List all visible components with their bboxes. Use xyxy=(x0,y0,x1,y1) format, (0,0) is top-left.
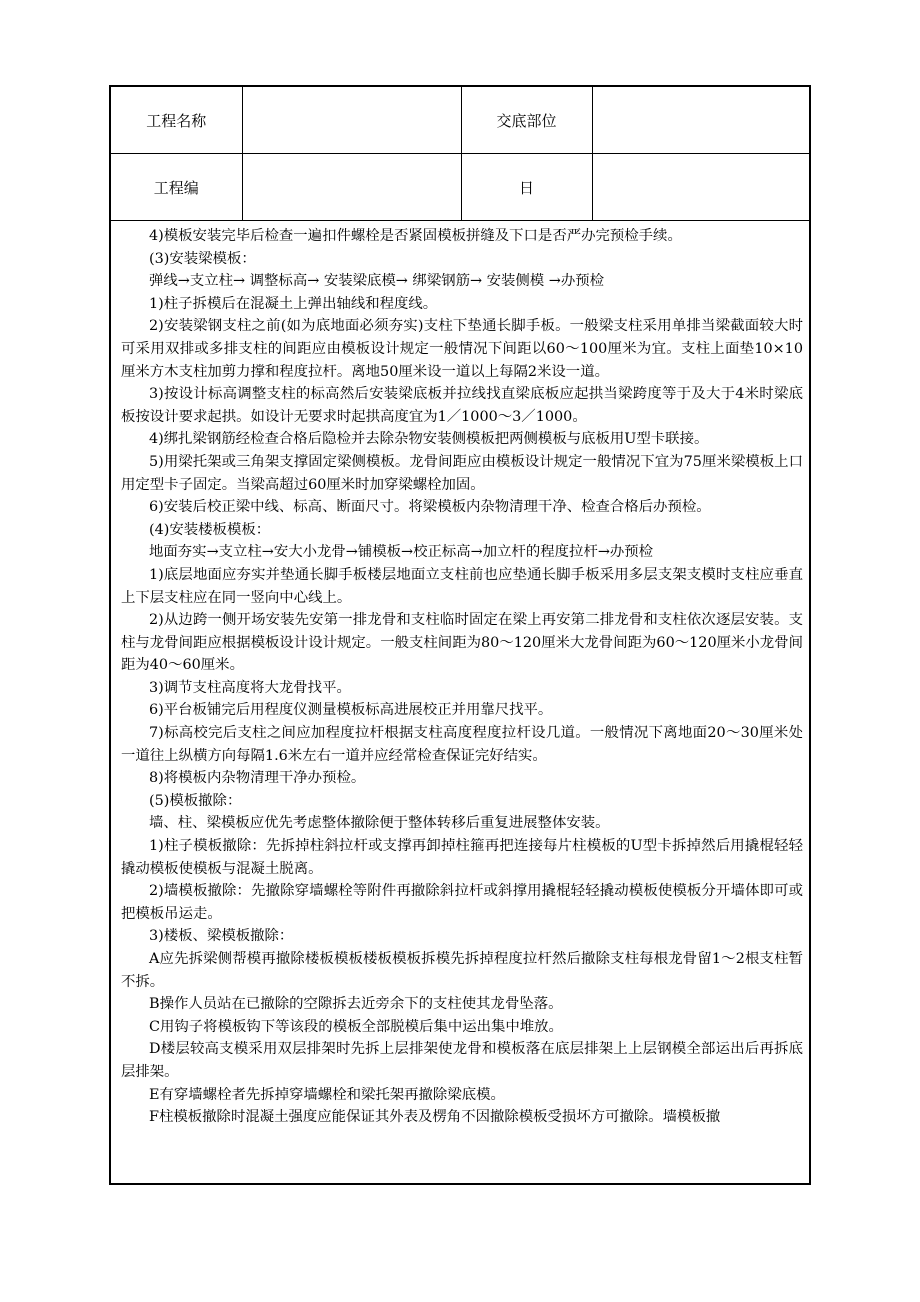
date-value xyxy=(592,154,809,221)
paragraph: 2)墙模板撤除：先撤除穿墙螺栓等附件再撤除斜拉杆或斜撑用撬棍轻轻撬动模板使模板分开墙体即可或把模板吊运走。 xyxy=(121,883,803,922)
paragraph: 1)柱子模板撤除：先拆掉柱斜拉杆或支撑再卸掉柱箍再把连接每片柱模板的U型卡拆掉然后用撬棍轻轻撬动模板使模板与混凝土脱离。 xyxy=(121,838,803,877)
paragraph: F柱模板撤除时混凝土强度应能保证其外表及楞角不因撤除模板受损坏方可撤除。墙模板撤 xyxy=(149,1109,721,1126)
project-name-value xyxy=(242,87,461,154)
paragraph: 7)标高校完后支柱之间应加程度拉杆根据支柱高度程度拉杆设几道。一般情况下离地面20～30厘米处一道往上纵横方向每隔1.6米左右一道并应经常检查保证完好结实。 xyxy=(121,725,803,764)
paragraph: B操作人员站在已撤除的空隙拆去近旁余下的支柱使其龙骨坠落。 xyxy=(149,996,563,1013)
header-row-1 xyxy=(111,87,809,154)
date-label: 日 xyxy=(461,154,592,221)
location-value xyxy=(592,87,809,154)
header-row-2 xyxy=(111,154,809,221)
section-heading: (5)模板撤除： xyxy=(149,792,242,809)
paragraph: 4)绑扎梁钢筋经检查合格后隐检并去除杂物安装侧模板把两侧模板与底板用U型卡联接。 xyxy=(149,431,709,448)
paragraph: 2)从边跨一侧开场安装先安第一排龙骨和支柱临时固定在梁上再安第二排龙骨和支柱依次逐层安装。支柱与龙骨间距应根据模板设计设计规定。一般支柱间距为80～120厘米大龙骨间距为60～120厘米小龙骨间距为40～60厘米。 xyxy=(121,612,803,674)
paragraph: 4)模板安装完毕后检查一遍扣件螺栓是否紧固模板拼缝及下口是否严办完预检手续。 xyxy=(149,228,682,244)
paragraph: 5)用梁托架或三角架支撑固定梁侧模板。龙骨间距应由模板设计规定一般情况下宜为75厘米梁模板上口用定型卡子固定。当梁高超过60厘米时加穿梁螺栓加固。 xyxy=(121,453,803,493)
paragraph: 墙、柱、梁模板应优先考虑整体撤除便于整体转移后重复进展整体安装。 xyxy=(149,815,610,832)
paragraph: 1)柱子拆模后在混凝土上弹出轴线和程度线。 xyxy=(149,295,438,312)
paragraph: 6)安装后校正梁中线、标高、断面尺寸。将梁模板内杂物清理干净、检查合格后办预检。 xyxy=(149,499,711,516)
content-body xyxy=(121,225,803,1129)
process-flow: 地面夯实→支立柱→安大小龙骨→铺模板→校正标高→加立杆的程度拉杆→办预检 xyxy=(149,544,654,561)
paragraph: 3)调节支柱高度将大龙骨找平。 xyxy=(149,679,351,696)
paragraph: 8)将模板内杂物清理干净办预检。 xyxy=(149,770,366,787)
paragraph: A应先拆梁侧帮模再撤除楼板模板楼板模板拆模先拆掉程度拉杆然后撤除支柱每根龙骨留1～2根支柱暂不拆。 xyxy=(121,951,803,990)
process-flow: 弹线→支立柱→ 调整标高→ 安装梁底模→ 绑梁钢筋→ 安装侧模 →办预检 xyxy=(149,273,604,290)
disclosure-sheet xyxy=(109,85,811,1185)
header-table xyxy=(111,87,809,221)
paragraph: C用钩子将模板钩下等该段的模板全部脱模后集中运出集中堆放。 xyxy=(149,1018,563,1035)
paragraph: 2)安装梁钢支柱之前(如为底地面必须夯实)支柱下垫通长脚手板。一般梁支柱采用单排当梁截面较大时可采用双排或多排支柱的间距应由模板设计规定一般情况下间距以60～100厘米为宜。支柱上面垫10×10厘米方木支柱加剪力撑和程度拉杆。离地50厘米设一道以上每隔2米设一道。 xyxy=(121,318,803,380)
paragraph: E有穿墙螺栓者先拆掉穿墙螺栓和梁托架再撤除梁底模。 xyxy=(149,1086,505,1103)
paragraph: 6)平台板铺完后用程度仪测量模板标高进展校正并用靠尺找平。 xyxy=(149,702,553,719)
project-name-label: 工程名称 xyxy=(111,87,242,154)
paragraph: D楼层较高支模采用双层排架时先拆上层排架使龙骨和模板落在底层排架上上层钢模全部运出后再拆底层排架。 xyxy=(121,1041,803,1080)
location-label: 交底部位 xyxy=(461,87,592,154)
paragraph: 3)按设计标高调整支柱的标高然后安装梁底板并拉线找直梁底板应起拱当梁跨度等于及大于4米时梁底板按设计要求起拱。如设计无要求时起拱高度宜为1／1000～3／1000。 xyxy=(121,386,803,425)
project-no-label: 工程编 xyxy=(111,154,242,221)
section-heading: (4)安装楼板模板： xyxy=(149,521,271,538)
project-no-value xyxy=(242,154,461,221)
paragraph: 3)楼板、梁模板撤除： xyxy=(149,928,294,945)
paragraph: 1)底层地面应夯实并垫通长脚手板楼层地面立支柱前也应垫通长脚手板采用多层支架支模时支柱应垂直上下层支柱应在同一竖向中心线上。 xyxy=(121,566,803,606)
section-heading: (3)安装梁模板： xyxy=(149,250,256,267)
